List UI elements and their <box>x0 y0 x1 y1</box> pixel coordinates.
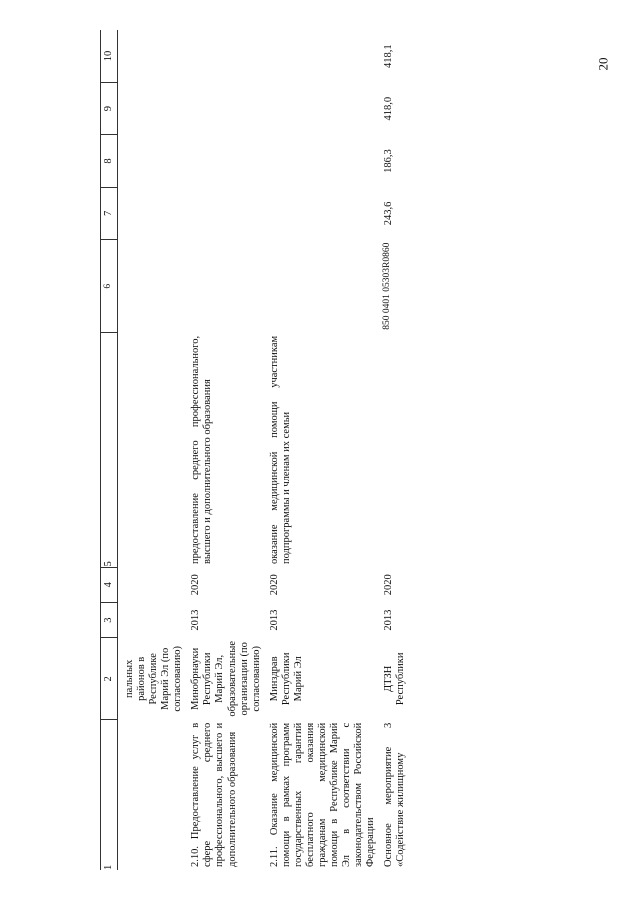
cell-start-year: 2013 <box>383 609 395 631</box>
column-header-row <box>101 30 118 870</box>
cell-value <box>124 187 184 239</box>
cell-end-year: 2020 <box>268 574 280 596</box>
cell-executor: пальных районов в Республике Марий Эл (по согласованию) <box>124 646 184 712</box>
cell-value <box>190 30 262 82</box>
cell-value <box>269 30 378 82</box>
cell-measure: Основное мероприятие 3 «Содействие жилищному <box>383 722 407 867</box>
cell-start-year: 2013 <box>190 609 202 631</box>
cell-measure <box>124 720 184 870</box>
col-header-5: 5 <box>101 333 118 567</box>
col-header-1: 1 <box>101 720 118 870</box>
col-header-6: 6 <box>101 240 118 333</box>
cell-measure: 2.11. Оказание медицинской помощи в рамках программ государственных гарантий бесплатного оказания гражданам медицинской помощи в Республике Марий Эл в соответствии с законодательством Российской Федерации <box>268 722 377 867</box>
cell-executor: ДТЗН Республики <box>383 652 407 706</box>
col-header-3: 3 <box>101 602 118 637</box>
table-row <box>190 30 262 870</box>
cell-value <box>190 187 262 239</box>
cell-end-year: 2020 <box>383 574 395 596</box>
cell-budget-code <box>190 240 262 333</box>
cell-value <box>190 82 262 134</box>
cell-value <box>124 82 184 134</box>
col-header-10: 10 <box>101 30 118 82</box>
cell-value <box>190 135 262 187</box>
cell-start-year: 2013 <box>268 609 280 631</box>
cell-value <box>124 30 184 82</box>
program-table <box>100 30 407 870</box>
cell-value: 418,0 <box>383 96 395 121</box>
cell-result: предоставление среднего профессионального, высшего и дополнительного образования <box>190 335 214 565</box>
col-header-8: 8 <box>101 135 118 187</box>
rotated-table-container <box>100 30 590 870</box>
cell-budget-code: 850 0401 05303R0860 <box>382 242 393 330</box>
cell-result: оказание медицинской помощи участникам подпрограммы и членам их семьи <box>268 335 292 565</box>
cell-end-year <box>124 567 184 602</box>
cell-value: 418,1 <box>383 44 395 69</box>
cell-start-year <box>124 602 184 637</box>
cell-value: 186,3 <box>383 149 395 173</box>
cell-value <box>269 135 378 187</box>
table-row <box>383 30 407 870</box>
page-number: 20 <box>595 57 611 71</box>
cell-value <box>269 82 378 134</box>
cell-result <box>124 333 184 567</box>
col-header-7: 7 <box>101 187 118 239</box>
cell-value: 243,6 <box>383 201 395 226</box>
col-header-2: 2 <box>101 638 118 720</box>
table-row <box>269 30 378 870</box>
table-row <box>124 30 184 870</box>
cell-result <box>383 333 407 567</box>
col-header-4: 4 <box>101 567 118 602</box>
cell-executor: Минздрав Республики Марий Эл <box>268 652 304 706</box>
cell-executor: Минобрнауки Республики Марий Эл, образовательные организации (по согласованию) <box>190 640 262 717</box>
col-header-9: 9 <box>101 82 118 134</box>
cell-value <box>124 135 184 187</box>
cell-end-year: 2020 <box>190 574 202 596</box>
cell-budget-code <box>124 240 184 333</box>
cell-value <box>269 187 378 239</box>
cell-measure: 2.10. Предоставление услуг в сфере среднего профессионального, высшего и дополнительного образования <box>190 722 238 867</box>
cell-budget-code <box>269 240 378 333</box>
